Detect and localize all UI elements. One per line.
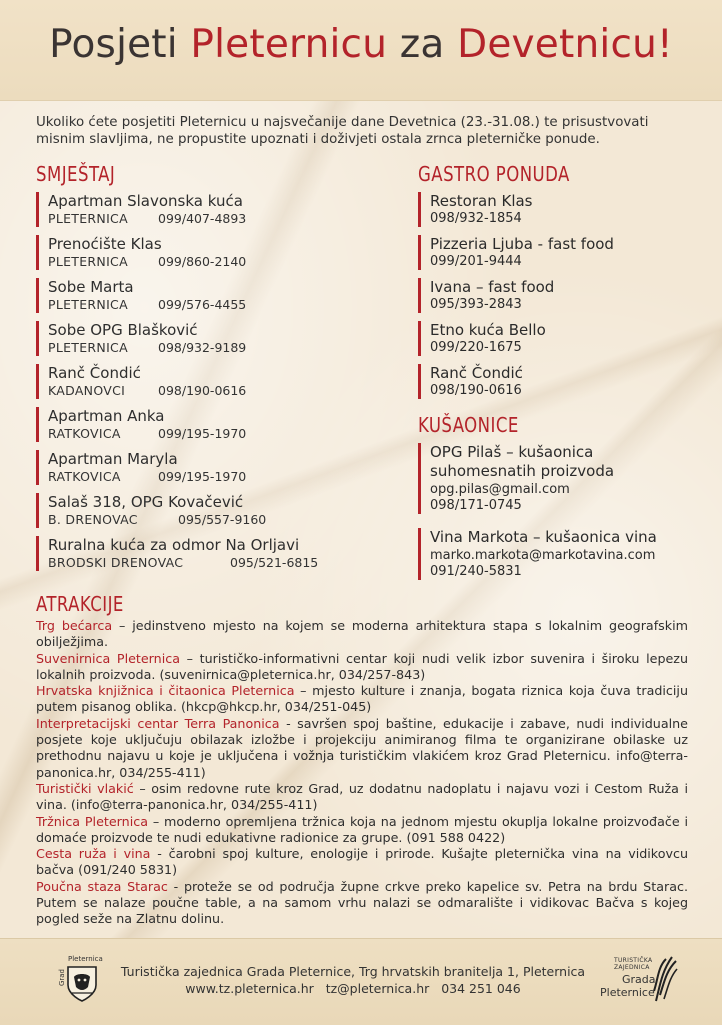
list-item xyxy=(418,443,708,514)
accommodation-place: PLETERNICA xyxy=(48,254,128,269)
header-band xyxy=(0,0,722,101)
list-item xyxy=(418,235,708,270)
list-item xyxy=(418,528,708,580)
list-item xyxy=(36,536,376,571)
attraction-paragraph xyxy=(36,618,688,651)
list-item xyxy=(36,364,376,399)
atrakcije-heading: ATRAKCIJE xyxy=(36,592,124,616)
attraction-text: – osim redovne rute kroz Grad, uz dodatnu nadoplatu i najavu vozi i Cestom Ruža i vina. (info@terra-panonica.hr, 034/255-411) xyxy=(36,780,688,813)
logo-text-1: TURISTIČKA xyxy=(614,957,653,964)
attraction-paragraph xyxy=(36,879,688,928)
accommodation-phone: 099/195-1970 xyxy=(158,469,247,484)
accommodation-place: BRODSKI DRENOVAC xyxy=(48,555,184,570)
smjestaj-heading: SMJEŠTAJ xyxy=(36,162,116,186)
gastro-heading: GASTRO PONUDA xyxy=(418,162,570,186)
title-part-4: Devetnicu! xyxy=(457,22,673,67)
list-item xyxy=(418,192,708,227)
kusaonice-heading: KUŠAONICE xyxy=(418,413,519,437)
accommodation-name: Salaš 318, OPG Kovačević xyxy=(48,493,244,511)
crest-label-top: Pleternica xyxy=(68,955,103,963)
gastro-section xyxy=(418,162,708,588)
restaurant-name: Ivana – fast food xyxy=(430,278,555,296)
tasting-room-phone: 098/171-0745 xyxy=(430,498,522,513)
list-item xyxy=(36,235,376,270)
attraction-name: Trg bećarca xyxy=(36,618,113,633)
tasting-room-name-cont: suhomesnatih proizvoda xyxy=(430,462,615,480)
restaurant-name: Etno kuća Bello xyxy=(430,321,546,339)
tourist-board-logo xyxy=(600,953,690,1013)
attraction-name: Turistički vlakić xyxy=(36,780,134,796)
list-item xyxy=(418,321,708,356)
page-title xyxy=(0,22,722,67)
logo-text-4: Pleternice xyxy=(600,986,655,999)
restaurant-name: Ranč Čondić xyxy=(430,364,523,382)
list-item xyxy=(418,364,708,399)
restaurant-name: Pizzeria Ljuba - fast food xyxy=(430,235,614,253)
list-item xyxy=(36,278,376,313)
list-item xyxy=(36,450,376,485)
restaurant-phone: 098/932-1854 xyxy=(430,211,522,226)
accommodation-place: PLETERNICA xyxy=(48,211,128,226)
attraction-name: Interpretacijski centar Terra Panonica xyxy=(36,715,280,731)
tasting-room-name: OPG Pilaš – kušaonica xyxy=(430,443,594,461)
accommodation-name: Sobe OPG Blašković xyxy=(48,321,198,339)
footer-address: Turistička zajednica Grada Pleternice, Trg hrvatskih branitelja 1, Pleternica xyxy=(120,964,586,979)
accommodation-place: PLETERNICA xyxy=(48,340,128,355)
restaurant-phone: 099/220-1675 xyxy=(430,340,522,355)
attraction-paragraph xyxy=(36,781,688,814)
accommodation-place: KADANOVCI xyxy=(48,383,126,398)
logo-text-3: Grada xyxy=(622,973,656,986)
tasting-room-email: opg.pilas@gmail.com xyxy=(430,482,570,497)
city-crest xyxy=(58,955,102,1005)
attraction-name: Suvenirnica Pleternica xyxy=(36,650,180,666)
attraction-text: - proteže se od područja župne crkve preko kapelice sv. Petra na brdu Starac. Putem se nalaze poučne table, a na samom vrhu nalazi se odmaralište i vidikovac Bačva s kojeg pogled seže na Zlatnu dolinu. xyxy=(36,878,688,927)
accommodation-phone: 098/190-0616 xyxy=(158,383,247,398)
accommodation-name: Sobe Marta xyxy=(48,278,134,296)
atrakcije-section xyxy=(36,592,688,928)
accommodation-name: Prenoćište Klas xyxy=(48,235,162,253)
restaurant-phone: 095/393-2843 xyxy=(430,297,522,312)
attraction-paragraph xyxy=(36,651,688,684)
attraction-text: - savršen spoj baštine, edukacije i zabave, nudi individualne posjete koje uključuju obilazak izložbe i projekciju animiranog filma te organizirane obilaske uz prethodnu najavu u koje je uključena i vožnja turističkim vlakićem kroz Grad Pleternicu. info@terra-panonica.hr, 034/255-411) xyxy=(36,715,688,780)
attraction-paragraph xyxy=(36,683,688,716)
accommodation-name: Apartman Slavonska kuća xyxy=(48,192,243,210)
title-part-3: za xyxy=(387,22,458,67)
accommodation-phone: 095/557-9160 xyxy=(178,512,267,527)
title-part-2: Pleternicu xyxy=(190,22,388,67)
list-item xyxy=(36,192,376,227)
crest-label-side: Grad xyxy=(58,969,66,987)
smjestaj-section xyxy=(36,162,376,579)
attraction-text: – turističko-informativni centar koji nudi velik izbor suvenira i široku lepezu lokalnih proizvoda. (suvenirnica@pleternica.hr, 034/257-843) xyxy=(36,650,689,682)
accommodation-place: B. DRENOVAC xyxy=(48,512,138,527)
tasting-room-phone: 091/240-5831 xyxy=(430,564,522,579)
footer-contact-line xyxy=(118,980,588,997)
attraction-paragraph xyxy=(36,846,688,879)
accommodation-phone: 095/521-6815 xyxy=(230,555,319,570)
accommodation-place: PLETERNICA xyxy=(48,297,128,312)
restaurant-name: Restoran Klas xyxy=(430,192,533,210)
tasting-room-name: Vina Markota – kušaonica vina xyxy=(430,528,657,546)
accommodation-place: RATKOVICA xyxy=(48,469,121,484)
accommodation-phone: 099/576-4455 xyxy=(158,297,247,312)
attraction-name: Hrvatska knjižnica i čitaonica Pleternica xyxy=(36,683,295,699)
accommodation-place: RATKOVICA xyxy=(48,426,121,441)
restaurant-phone: 098/190-0616 xyxy=(430,383,522,398)
attraction-name: Tržnica Pleternica xyxy=(36,813,148,829)
footer-email[interactable]: tz@pleternica.hr xyxy=(325,981,430,996)
attraction-name: Cesta ruža i vina xyxy=(36,846,151,862)
restaurant-phone: 099/201-9444 xyxy=(430,254,522,269)
footer-contact xyxy=(118,963,588,997)
accommodation-phone: 099/195-1970 xyxy=(158,426,247,441)
attraction-paragraph xyxy=(36,814,688,847)
attraction-name: Poučna staza Starac xyxy=(36,878,168,894)
accommodation-phone: 098/932-9189 xyxy=(158,340,247,355)
logo-text-2: ZAJEDNICA xyxy=(614,964,650,971)
list-item xyxy=(36,493,376,528)
attraction-paragraph xyxy=(36,716,688,781)
title-part-1: Posjeti xyxy=(49,22,191,67)
footer-website[interactable]: www.tz.pleternica.hr xyxy=(185,981,314,996)
accommodation-phone: 099/860-2140 xyxy=(158,254,247,269)
accommodation-name: Apartman Anka xyxy=(48,407,165,425)
attraction-text: – mjesto kulture i znanja, bogata riznica koja čuva tradiciju putem pisanog oblika. (hkcp@hkcp.hr, 034/251-045) xyxy=(36,683,688,715)
accommodation-name: Ranč Čondić xyxy=(48,364,141,382)
list-item xyxy=(36,321,376,356)
accommodation-name: Ruralna kuća za odmor Na Orljavi xyxy=(48,536,300,554)
accommodation-phone: 099/407-4893 xyxy=(158,211,247,226)
attraction-text: - čarobni spoj kulture, enologije i prirode. Kušajte pleternička vina na vidikovcu bačva (091/240 5831) xyxy=(36,846,688,878)
list-item xyxy=(418,278,708,313)
attraction-text: – moderno opremljena tržnica koja na jednom mjestu okuplja lokalne proizvođače i domaće proizvode te nudi edukativne radionice za grupe. (091 588 0422) xyxy=(36,813,688,845)
list-item xyxy=(36,407,376,442)
wheat-icon xyxy=(652,955,678,1003)
intro-text: Ukoliko ćete posjetiti Pleternicu u najsvečanije dane Devetnica (23.-31.08.) te prisustvovati misnim slavljima, ne propustite upoznati i doživjeti ostala zrnca pleterničke ponude. xyxy=(36,115,649,147)
attraction-text: – jedinstveno mjesto na kojem se moderna arhitektura stapa s lokalnim geografskim obilježjima. xyxy=(36,618,688,650)
footer xyxy=(0,938,722,1025)
footer-phone: 034 251 046 xyxy=(441,981,521,996)
tasting-room-email: marko.markota@markotavina.com xyxy=(430,548,656,563)
accommodation-name: Apartman Maryla xyxy=(48,450,178,468)
shield-icon xyxy=(66,965,98,1003)
